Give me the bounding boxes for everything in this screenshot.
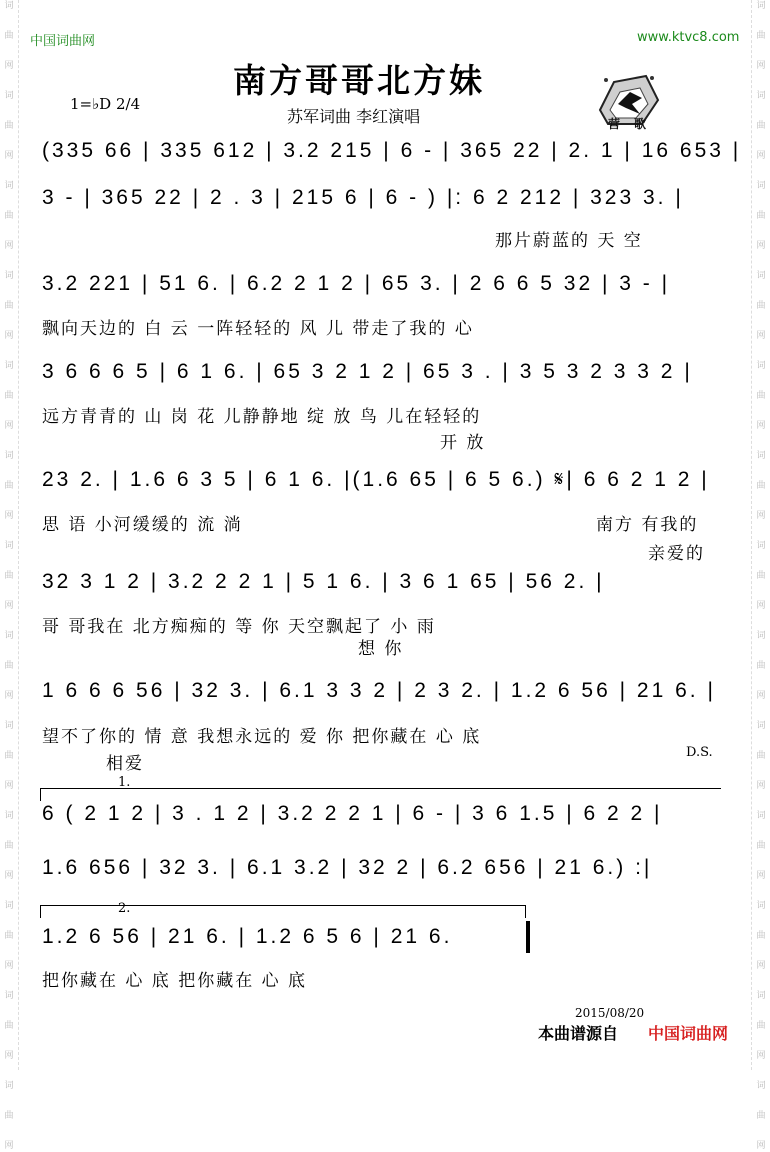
watermark-char: 词 bbox=[4, 361, 14, 371]
logo-image bbox=[596, 70, 662, 130]
score-line-9: 1.6 656 | 32 3. | 6.1 3.2 | 32 2 | 6.2 656 | 21 6.) :| bbox=[42, 856, 653, 879]
watermark-char: 曲 bbox=[756, 571, 766, 581]
watermark-char: 曲 bbox=[4, 571, 14, 581]
watermark-left bbox=[0, 0, 19, 1151]
watermark-char: 网 bbox=[4, 241, 14, 251]
watermark-char: 网 bbox=[4, 151, 14, 161]
watermark-char: 词 bbox=[4, 721, 14, 731]
final-barline bbox=[526, 921, 530, 953]
lyrics-line-6b: 想 你 bbox=[358, 639, 404, 659]
watermark-char: 网 bbox=[756, 961, 766, 971]
watermark-char: 网 bbox=[756, 1051, 766, 1061]
watermark-char: 曲 bbox=[756, 931, 766, 941]
watermark-char: 网 bbox=[4, 781, 14, 791]
watermark-char: 曲 bbox=[756, 661, 766, 671]
watermark-char: 网 bbox=[4, 61, 14, 71]
watermark-char: 网 bbox=[4, 871, 14, 881]
watermark-char: 词 bbox=[756, 451, 766, 461]
watermark-char: 网 bbox=[756, 781, 766, 791]
watermark-char: 网 bbox=[756, 1141, 766, 1151]
watermark-char: 词 bbox=[756, 271, 766, 281]
key-signature: 1=♭D 2/4 bbox=[70, 95, 141, 113]
lyrics-line-4b: 开 放 bbox=[440, 433, 486, 453]
watermark-char: 词 bbox=[4, 1, 14, 11]
lyrics-line-10: 把你藏在 心 底 把你藏在 心 底 bbox=[42, 971, 308, 991]
lyrics-line-2: 那片蔚蓝的 天 空 bbox=[495, 231, 643, 251]
watermark-char: 网 bbox=[756, 151, 766, 161]
score-line-4: 3 6 6 6 5 | 6 1 6. | 65 3 2 1 2 | 65 3 . | 3 5 3 2 3 3 2 | bbox=[42, 360, 693, 383]
score-line-10: 1.2 6 56 | 21 6. | 1.2 6 5 6 | 21 6. bbox=[42, 925, 453, 948]
score-line-5: 23 2. | 1.6 6 3 5 | 6 1 6. |(1.6 65 | 6 5 6.) 𝄋| 6 6 2 1 2 | bbox=[42, 468, 710, 491]
watermark-char: 词 bbox=[4, 271, 14, 281]
watermark-right bbox=[751, 0, 770, 1151]
watermark-char: 曲 bbox=[4, 661, 14, 671]
watermark-char: 曲 bbox=[756, 121, 766, 131]
watermark-char: 网 bbox=[756, 61, 766, 71]
watermark-char: 词 bbox=[756, 1, 766, 11]
watermark-char: 词 bbox=[756, 541, 766, 551]
lyrics-line-4: 远方青青的 山 岗 花 儿静静地 绽 放 鸟 儿在轻轻的 bbox=[42, 407, 482, 427]
song-title: 南方哥哥北方妹 bbox=[233, 61, 485, 100]
score-line-8: 6 ( 2 1 2 | 3 . 1 2 | 3.2 2 2 1 | 6 - | 3 6 1.5 | 6 2 2 | bbox=[42, 802, 663, 825]
watermark-char: 网 bbox=[4, 1051, 14, 1061]
watermark-char: 曲 bbox=[756, 301, 766, 311]
source-label: 本曲谱源自 bbox=[538, 1024, 619, 1043]
score-line-6: 32 3 1 2 | 3.2 2 2 1 | 5 1 6. | 3 6 1 65 | 56 2. | bbox=[42, 570, 605, 593]
watermark-char: 曲 bbox=[756, 391, 766, 401]
watermark-char: 曲 bbox=[4, 391, 14, 401]
watermark-char: 曲 bbox=[756, 841, 766, 851]
watermark-char: 词 bbox=[756, 361, 766, 371]
watermark-char: 网 bbox=[756, 511, 766, 521]
watermark-char: 网 bbox=[4, 331, 14, 341]
watermark-char: 词 bbox=[4, 811, 14, 821]
watermark-char: 曲 bbox=[756, 211, 766, 221]
watermark-char: 曲 bbox=[4, 301, 14, 311]
watermark-char: 曲 bbox=[4, 121, 14, 131]
watermark-char: 词 bbox=[756, 181, 766, 191]
watermark-char: 词 bbox=[4, 631, 14, 641]
volta-bracket-1 bbox=[40, 788, 721, 801]
svg-text:歌: 歌 bbox=[634, 117, 647, 131]
watermark-char: 词 bbox=[4, 991, 14, 1001]
watermark-char: 曲 bbox=[4, 1111, 14, 1121]
watermark-char: 网 bbox=[4, 691, 14, 701]
watermark-char: 曲 bbox=[756, 31, 766, 41]
watermark-char: 曲 bbox=[4, 931, 14, 941]
lyrics-line-7b: 相爱 bbox=[106, 754, 144, 774]
watermark-char: 曲 bbox=[4, 211, 14, 221]
watermark-char: 网 bbox=[756, 241, 766, 251]
volta-1-label: 1. bbox=[118, 775, 131, 790]
watermark-char: 曲 bbox=[756, 751, 766, 761]
score-line-1: (335 66 | 335 612 | 3.2 215 | 6 - | 365 22 | 2. 1 | 16 653 | bbox=[42, 139, 742, 162]
watermark-char: 曲 bbox=[4, 1021, 14, 1031]
watermark-char: 网 bbox=[756, 421, 766, 431]
credits: 苏军词曲 李红演唱 bbox=[287, 107, 421, 126]
watermark-char: 词 bbox=[4, 451, 14, 461]
lyrics-line-5-right: 南方 有我的 bbox=[596, 515, 699, 535]
watermark-char: 网 bbox=[4, 961, 14, 971]
watermark-char: 词 bbox=[756, 811, 766, 821]
watermark-char: 网 bbox=[4, 421, 14, 431]
watermark-char: 曲 bbox=[756, 1021, 766, 1031]
watermark-char: 网 bbox=[756, 601, 766, 611]
watermark-char: 曲 bbox=[4, 481, 14, 491]
watermark-char: 词 bbox=[756, 721, 766, 731]
site-name-left[interactable]: 中国词曲网 bbox=[30, 34, 96, 49]
watermark-char: 网 bbox=[756, 331, 766, 341]
lyrics-line-5b: 亲爱的 bbox=[648, 544, 705, 564]
watermark-char: 曲 bbox=[4, 841, 14, 851]
lyrics-line-6: 哥 哥我在 北方痴痴的 等 你 天空飘起了 小 雨 bbox=[42, 617, 436, 637]
date: 2015/08/20 bbox=[575, 1006, 645, 1020]
watermark-char: 网 bbox=[756, 871, 766, 881]
volta-bracket-2 bbox=[40, 905, 526, 918]
score-line-3: 3.2 221 | 51 6. | 6.2 2 1 2 | 65 3. | 2 6 6 5 32 | 3 - | bbox=[42, 272, 671, 295]
source-site-link[interactable]: 中国词曲网 bbox=[648, 1024, 729, 1043]
watermark-char: 词 bbox=[4, 901, 14, 911]
volta-2-label: 2. bbox=[118, 901, 131, 916]
watermark-char: 词 bbox=[4, 541, 14, 551]
watermark-char: 词 bbox=[4, 181, 14, 191]
dal-segno-mark: D.S. bbox=[686, 745, 713, 760]
watermark-char: 曲 bbox=[4, 31, 14, 41]
watermark-char: 曲 bbox=[756, 481, 766, 491]
watermark-char: 词 bbox=[756, 631, 766, 641]
watermark-char: 词 bbox=[4, 91, 14, 101]
lyrics-line-3: 飘向天边的 白 云 一阵轻轻的 风 儿 带走了我的 心 bbox=[42, 319, 474, 339]
watermark-char: 网 bbox=[4, 601, 14, 611]
watermark-char: 词 bbox=[4, 1081, 14, 1091]
site-url-right[interactable]: www.ktvc8.com bbox=[637, 30, 740, 45]
watermark-char: 词 bbox=[756, 991, 766, 1001]
watermark-char: 网 bbox=[4, 511, 14, 521]
watermark-char: 词 bbox=[756, 901, 766, 911]
watermark-char: 网 bbox=[756, 691, 766, 701]
lyrics-line-7: 望不了你的 情 意 我想永远的 爱 你 把你藏在 心 底 bbox=[42, 727, 482, 747]
score-line-7: 1 6 6 6 56 | 32 3. | 6.1 3 3 2 | 2 3 2. | 1.2 6 56 | 21 6. | bbox=[42, 679, 716, 702]
svg-text:营: 营 bbox=[608, 117, 621, 131]
watermark-char: 网 bbox=[4, 1141, 14, 1151]
watermark-char: 曲 bbox=[4, 751, 14, 761]
watermark-char: 词 bbox=[756, 91, 766, 101]
watermark-char: 词 bbox=[756, 1081, 766, 1091]
watermark-char: 曲 bbox=[756, 1111, 766, 1121]
lyrics-line-5: 思 语 小河缓缓的 流 淌 bbox=[42, 515, 243, 535]
score-line-2: 3 - | 365 22 | 2 . 3 | 215 6 | 6 - ) |: 6 2 212 | 323 3. | bbox=[42, 186, 684, 209]
